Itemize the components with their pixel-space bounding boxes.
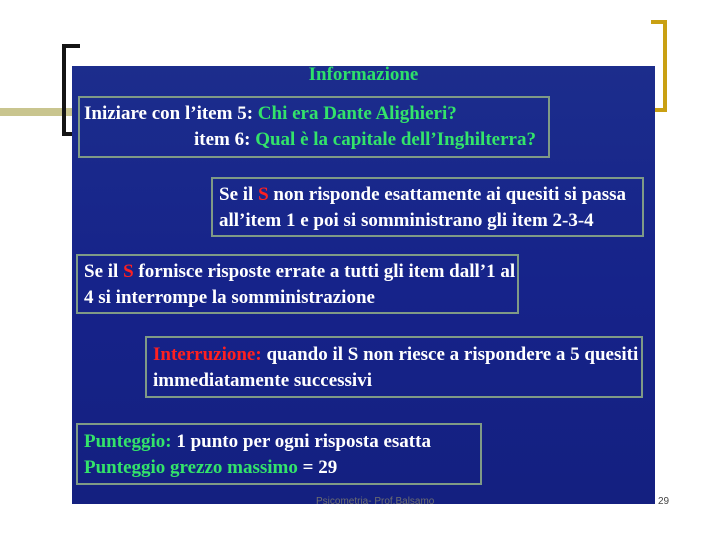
- interruption-box: [145, 336, 643, 398]
- start-item6-line: [84, 127, 548, 153]
- stop-line-2: 4 si interrompe la somministrazione: [84, 287, 375, 308]
- interruption-line1-rest: quando il S non riesce a rispondere a 5 quesiti: [261, 344, 639, 365]
- start-item6-question: Qual è la capitale dell’Inghilterra?: [255, 129, 536, 150]
- start-items-box: [78, 96, 550, 158]
- score-label: Punteggio:: [84, 431, 172, 452]
- scoring-line-1: [84, 429, 480, 455]
- page-number: 29: [658, 496, 670, 507]
- stop-administration-box: [76, 254, 519, 314]
- stop-line-1: [84, 259, 517, 285]
- subject-letter: S: [258, 184, 269, 205]
- start-item5-line: [84, 101, 548, 127]
- footer-text: Psicometria- Prof.Balsamo: [316, 496, 435, 507]
- stop-line1-end: fornisce risposte errate a tutti gli item dall’1 al: [133, 261, 516, 282]
- wrong-answer-line-1: [219, 182, 642, 208]
- subject-letter: S: [123, 261, 134, 282]
- interruption-line-2: immediatamente successivi: [153, 370, 372, 391]
- scoring-line-2: [84, 455, 480, 481]
- wrong-answer-line-2: all’item 1 e poi si somministrano gli item 2-3-4: [219, 210, 594, 231]
- interruption-line-1: [153, 342, 641, 368]
- scoring-box: [76, 423, 482, 485]
- wrong-answer-rule-box: [211, 177, 644, 237]
- score-rule: 1 punto per ogni risposta esatta: [171, 431, 431, 452]
- wrong-answer-line1-start: Se il: [219, 184, 259, 205]
- start-item5-prefix: Iniziare con l’item 5:: [84, 103, 258, 124]
- slide-content-panel: [72, 66, 655, 504]
- max-score-label: Punteggio grezzo massimo: [84, 457, 298, 478]
- max-score-value: = 29: [297, 457, 338, 478]
- wrong-answer-line1-end: non risponde esattamente ai quesiti si passa: [268, 184, 626, 205]
- start-item5-question: Chi era Dante Alighieri?: [257, 103, 457, 124]
- interruption-term: Interruzione:: [153, 344, 262, 365]
- stop-line1-start: Se il: [84, 261, 124, 282]
- slide-title: Informazione: [308, 64, 419, 85]
- start-item6-prefix: item 6:: [194, 129, 256, 150]
